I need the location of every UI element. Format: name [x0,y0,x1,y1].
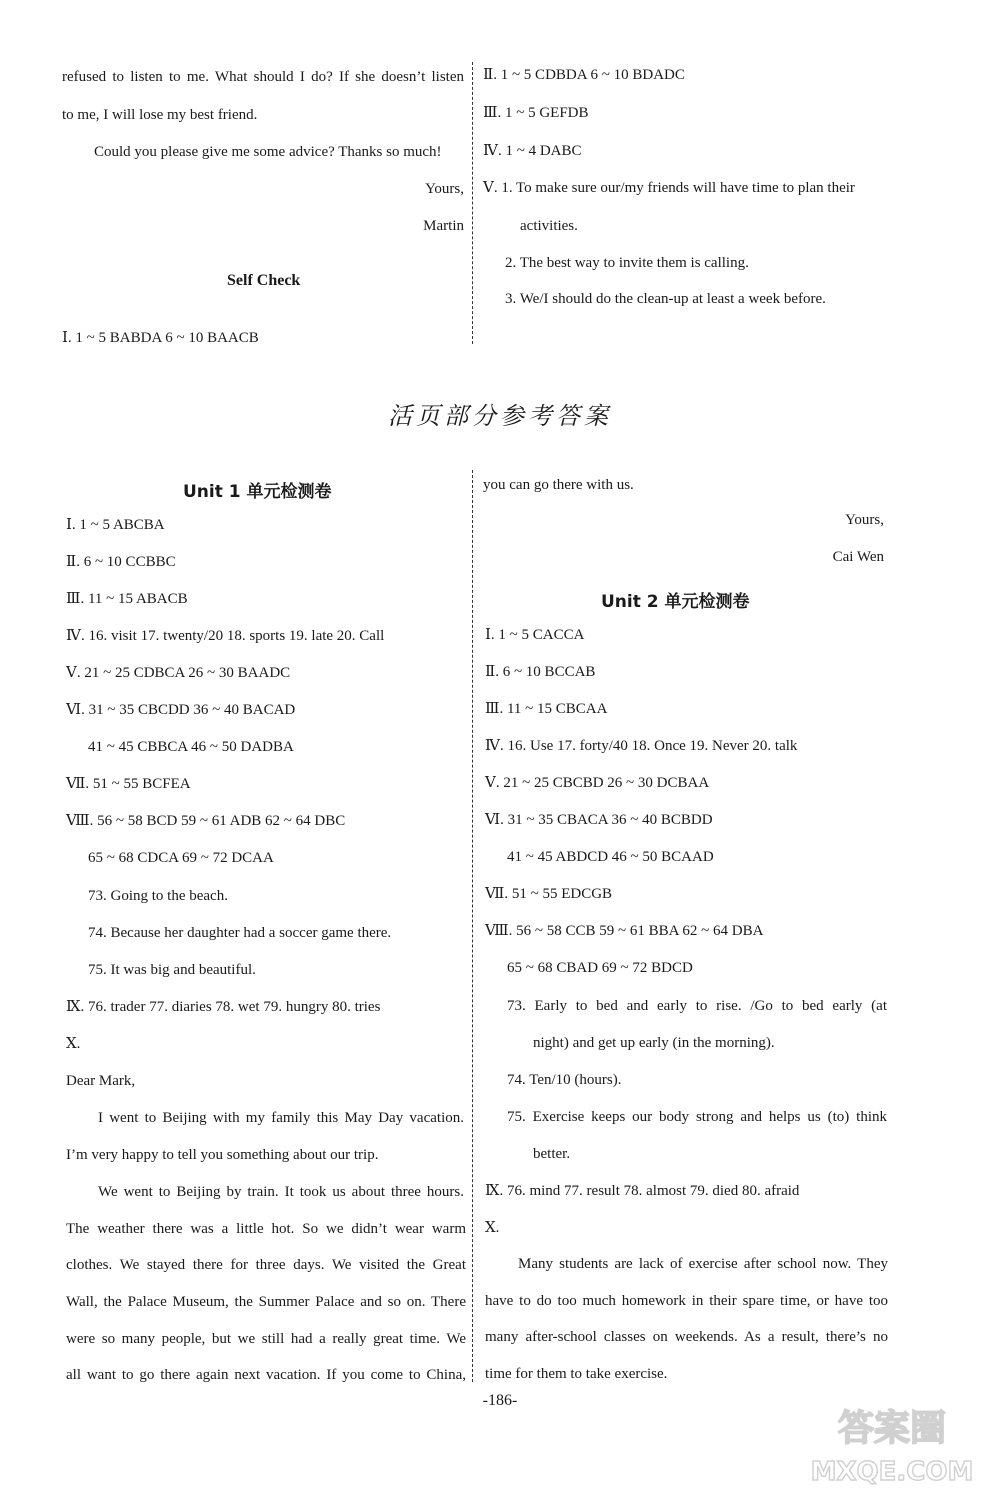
unit1-letter-line: We went to Beijing by train. It took us about three hours. [98,1184,464,1200]
unit2-answer-73-cont: night) and get up early (in the morning). [533,1035,775,1051]
watermark-text-url: MXQE.COM [810,1457,974,1487]
unit1-answer-74: 74. Because her daughter had a soccer game there. [88,925,392,941]
answer-III: Ⅲ. 1 ~ 5 GEFDB [483,105,589,121]
unit1-letter-line: clothes. We stayed there for three days. We visited the Great [66,1257,466,1273]
unit1-answer-IX: Ⅸ. 76. trader 77. diaries 78. wet 79. hungry 80. tries [66,999,381,1015]
unit2-essay-line: have to do too much homework in their spare time, or have too [485,1293,888,1309]
unit2-answer-IV: Ⅳ. 16. Use 17. forty/40 18. Once 19. Never 20. talk [485,738,798,754]
unit2-answer-75-cont: better. [533,1146,571,1162]
letter-line-3: Could you please give me some advice? Thanks so much! [94,144,442,160]
unit2-answer-74: 74. Ten/10 (hours). [507,1072,622,1088]
unit2-answer-X: Ⅹ. [485,1220,500,1236]
unit1-letter-line: all want to go there again next vacation. If you come to China, [66,1367,466,1383]
unit2-answer-IX: Ⅸ. 76. mind 77. result 78. almost 79. died 80. afraid [485,1183,800,1199]
unit1-answer-IV: Ⅳ. 16. visit 17. twenty/20 18. sports 19. late 20. Call [66,628,385,644]
unit2-answer-V: Ⅴ. 21 ~ 25 CBCBD 26 ~ 30 DCBAA [485,775,710,791]
unit2-answer-VIII-cont: 65 ~ 68 CBAD 69 ~ 72 BDCD [507,960,693,976]
answer-V-3: 3. We/I should do the clean-up at least a week before. [505,291,826,307]
unit2-heading: Unit 2 单元检测卷 [601,592,750,612]
letter-line-1: refused to listen to me. What should I do? If she doesn’t listen [62,69,464,85]
unit1-letter-line: Wall, the Palace Museum, the Summer Palace and so on. There [66,1294,466,1310]
answer-V-2: 2. The best way to invite them is calling. [505,255,749,271]
answer-V-1a: Ⅴ. 1. To make sure our/my friends will have time to plan their [483,180,855,196]
answer-IV: Ⅳ. 1 ~ 4 DABC [483,143,582,159]
unit1-letter-line: The weather there was a little hot. So we didn’t wear warm [66,1221,466,1237]
unit2-essay-line: many after-school classes on weekends. As a result, there’s no [485,1329,888,1345]
unit1-answer-VI: Ⅵ. 31 ~ 35 CBCDD 36 ~ 40 BACAD [66,702,296,718]
unit1-answer-X: Ⅹ. [66,1036,81,1052]
watermark-logo [792,1398,992,1488]
unit1-heading: Unit 1 单元检测卷 [183,482,332,502]
unit2-answer-VII: Ⅶ. 51 ~ 55 EDCGB [485,886,613,902]
unit1-letter-sign-name: Cai Wen [832,549,884,565]
page-number: -186- [482,1392,518,1409]
unit1-answer-VIII-cont: 65 ~ 68 CDCA 69 ~ 72 DCAA [88,850,274,866]
unit1-letter-line: were so many people, but we still had a really great time. We [66,1331,466,1347]
self-check-heading: Self Check [227,272,301,289]
unit1-answer-I: Ⅰ. 1 ~ 5 ABCBA [66,517,165,533]
unit1-answer-III: Ⅲ. 11 ~ 15 ABACB [66,591,188,607]
letter-sign-yours: Yours, [425,181,464,197]
unit1-letter-sign-yours: Yours, [845,512,884,528]
unit1-answer-73: 73. Going to the beach. [88,888,228,904]
unit1-letter-line: I went to Beijing with my family this May Day vacation. [98,1110,464,1126]
letter-sign-name: Martin [423,218,464,234]
unit2-answer-73: 73. Early to bed and early to rise. /Go to bed early (at [507,998,887,1014]
unit2-answer-75: 75. Exercise keeps our body strong and helps us (to) think [507,1109,887,1125]
column-divider-top [472,62,473,344]
unit1-letter-line: I’m very happy to tell you something about our trip. [66,1147,379,1163]
unit1-letter-closing-line: you can go there with us. [483,477,634,493]
unit2-answer-VI-cont: 41 ~ 45 ABDCD 46 ~ 50 BCAAD [507,849,714,865]
unit2-essay-line: Many students are lack of exercise after school now. They [518,1256,888,1272]
unit1-answer-75: 75. It was big and beautiful. [88,962,256,978]
unit1-answer-II: Ⅱ. 6 ~ 10 CCBBC [66,554,176,570]
unit1-answer-V: Ⅴ. 21 ~ 25 CDBCA 26 ~ 30 BAADC [66,665,291,681]
letter-line-2: to me, I will lose my best friend. [62,107,258,123]
unit1-answer-VI-cont: 41 ~ 45 CBBCA 46 ~ 50 DADBA [88,739,294,755]
unit2-essay-line: time for them to take exercise. [485,1366,668,1382]
self-check-answer-I: Ⅰ. 1 ~ 5 BABDA 6 ~ 10 BAACB [62,330,259,346]
watermark-text-cn: 答案圈 [837,1408,947,1449]
unit1-answer-VII: Ⅶ. 51 ~ 55 BCFEA [66,776,191,792]
section-title: 活页部分参考答案 [388,402,612,430]
unit2-answer-VI: Ⅵ. 31 ~ 35 CBACA 36 ~ 40 BCBDD [485,812,713,828]
unit1-answer-VIII: Ⅷ. 56 ~ 58 BCD 59 ~ 61 ADB 62 ~ 64 DBC [66,813,346,829]
answer-II: Ⅱ. 1 ~ 5 CDBDA 6 ~ 10 BDADC [483,67,685,83]
unit2-answer-III: Ⅲ. 11 ~ 15 CBCAA [485,701,608,717]
column-divider-bottom [472,470,473,1382]
unit2-answer-II: Ⅱ. 6 ~ 10 BCCAB [485,664,596,680]
unit1-letter-greeting: Dear Mark, [66,1073,136,1089]
unit2-answer-VIII: Ⅷ. 56 ~ 58 CCB 59 ~ 61 BBA 62 ~ 64 DBA [485,923,764,939]
unit2-answer-I: Ⅰ. 1 ~ 5 CACCA [485,627,585,643]
answer-V-1b: activities. [520,218,578,234]
